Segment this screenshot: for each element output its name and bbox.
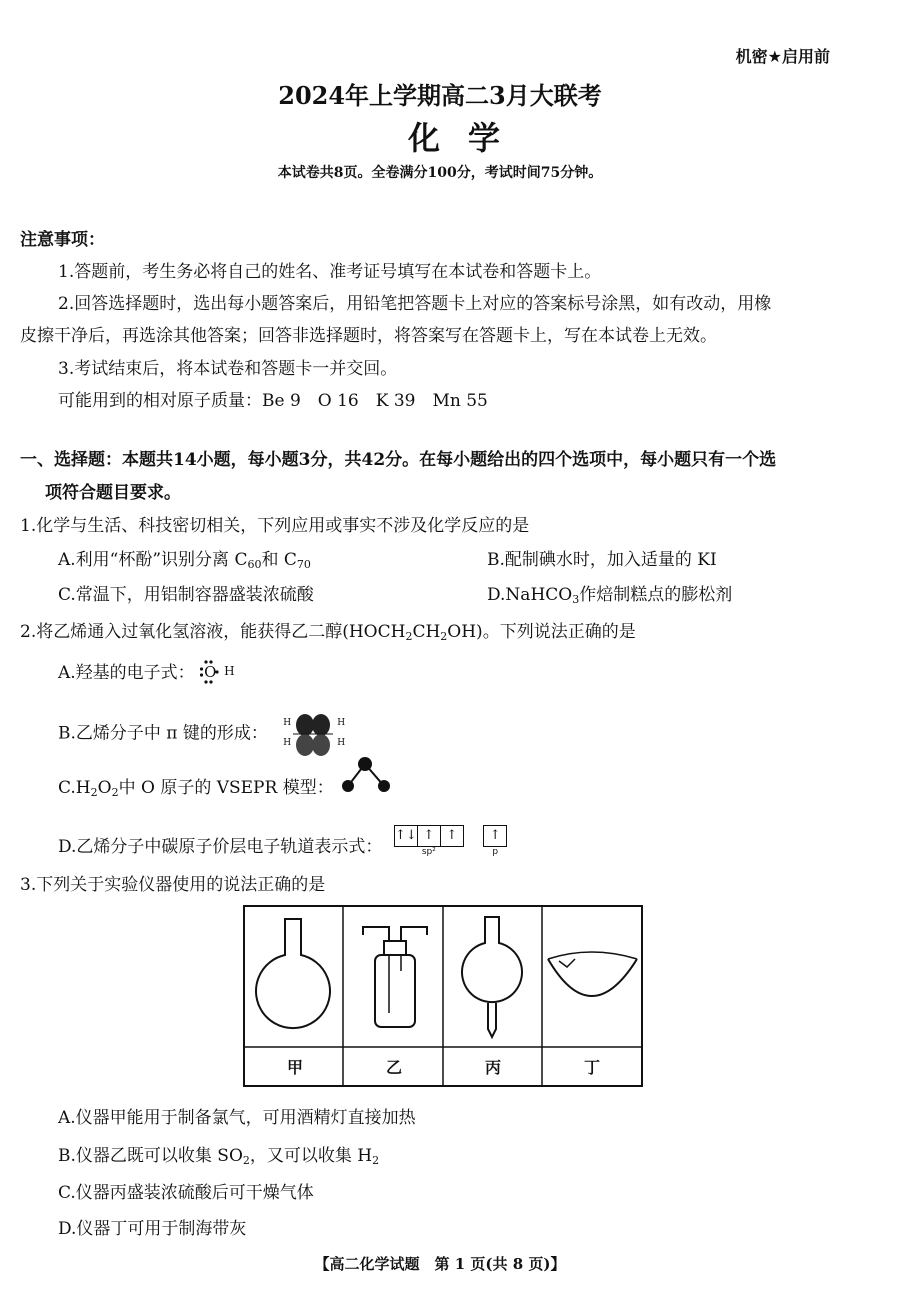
q3-option-b: B.仪器乙既可以收集 $SO_2$，又可以收集 $H_2$ xyxy=(58,1146,380,1167)
q2-option-d: D.乙烯分子中碳原子价层电子轨道表示式： ↑↓ ↑ ↑ sp² ↑ p xyxy=(58,832,507,857)
page-footer: 【高二化学试题 第 1 页(共 8 页)】 xyxy=(314,1255,566,1273)
apparatus-figure xyxy=(243,905,643,1087)
q1-option-a: A.利用“杯酚”识别分离 $C_{60}$和 $C_{70}$ xyxy=(58,550,311,571)
section-heading-line1: 一、选择题：本题共14小题，每小题3分，共42分。在每小题给出的四个选项中，每小题只有一个选 xyxy=(20,450,777,470)
pi-bond-diagram: H H H H xyxy=(273,712,353,756)
exam-title: 2024年上学期高二3月大联考 xyxy=(278,81,602,110)
note-2-line1: 2.回答选择题时，选出每小题答案后，用铅笔把答题卡上对应的答案标号涂黑，如有改动，用橡 xyxy=(58,294,772,314)
apparatus-label-ding: 丁 xyxy=(584,1058,601,1077)
note-3: 3.考试结束后，将本试卷和答题卡一并交回。 xyxy=(58,359,398,379)
q1-option-b: B.配制碘水时，加入适量的 KI xyxy=(487,550,717,570)
vsepr-model-icon xyxy=(339,754,393,796)
notes-heading: 注意事项： xyxy=(20,230,105,250)
q2-stem: 2.将乙烯通入过氧化氢溶液，能获得乙二醇$(HOCH_2CH_2OH)$。下列说法正确的是 xyxy=(20,622,636,643)
q2-option-a: A.羟基的电子式： O H xyxy=(58,658,240,686)
q3-stem: 3.下列关于实验仪器使用的说法正确的是 xyxy=(20,875,326,895)
q3-option-c: C.仪器丙盛装浓硫酸后可干燥气体 xyxy=(58,1183,314,1203)
q1-stem: 1.化学与生活、科技密切相关，下列应用或事实不涉及化学反应的是 xyxy=(20,516,530,536)
apparatus-label-bing: 丙 xyxy=(485,1058,502,1077)
confidential-mark: 机密★启用前 xyxy=(735,47,830,66)
exam-intro: 本试卷共8页。全卷满分100分，考试时间75分钟。 xyxy=(277,165,603,181)
q1-option-c: C.常温下，用铝制容器盛装浓硫酸 xyxy=(58,585,314,605)
q3-option-a: A.仪器甲能用于制备氯气，可用酒精灯直接加热 xyxy=(58,1108,416,1128)
atomic-mass-line: 可能用到的相对原子质量：Be 9 O 16 K 39 Mn 55 xyxy=(58,391,488,411)
note-2-line2: 皮擦干净后，再选涂其他答案；回答非选择题时，将答案写在答题卡上，写在本试卷上无效。 xyxy=(20,326,717,346)
subject-title: 化学 xyxy=(407,119,528,157)
p-orbital-box: ↑ p xyxy=(483,825,507,857)
apparatus-label-jia: 甲 xyxy=(287,1058,304,1077)
section-heading-line2: 项符合题目要求。 xyxy=(45,483,181,503)
sp2-orbital-boxes: ↑↓ ↑ ↑ sp² xyxy=(394,825,464,857)
apparatus-label-yi: 乙 xyxy=(386,1058,403,1077)
q2-option-c: $C.H_2O_2$中 O 原子的 VSEPR 模型： xyxy=(58,773,393,799)
q1-option-d: D.NaHCO$_3$作焙制糕点的膨松剂 xyxy=(487,585,733,606)
note-1: 1.答题前，考生务必将自己的姓名、准考证号填写在本试卷和答题卡上。 xyxy=(58,262,602,282)
q2-option-b: B.乙烯分子中 π 键的形成： H H H H xyxy=(58,712,353,756)
hydroxyl-electron-formula: O H xyxy=(200,662,240,686)
q3-option-d: D.仪器丁可用于制海带灰 xyxy=(58,1219,247,1239)
